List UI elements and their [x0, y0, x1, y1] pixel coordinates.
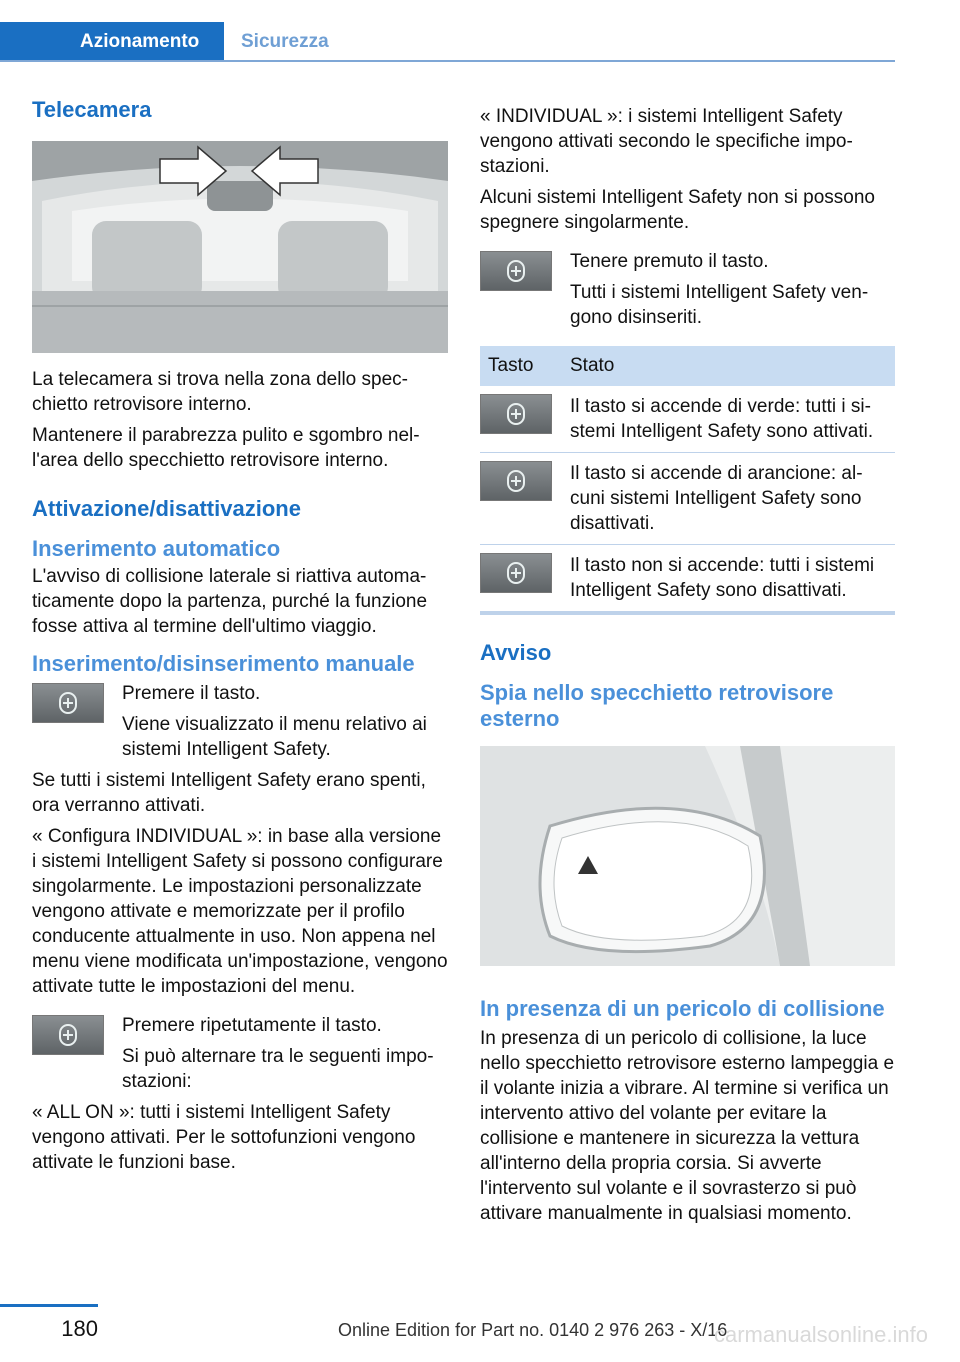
- heading-manuale: Inserimento/disinserimento manuale: [32, 651, 415, 676]
- para-individual: « INDIVIDUAL »: i sistemi Intelligent Safety vengono attivati secondo le specifiche impostazioni.: [480, 106, 853, 177]
- header-rule: [0, 60, 895, 62]
- heading-inserimento-automatico: Inserimento automatico: [32, 536, 281, 561]
- heading-avviso: Avviso: [480, 640, 552, 665]
- heading-pericolo: In presenza di un pericolo di collisione: [480, 996, 885, 1021]
- para-all-on: « ALL ON »: tutti i sistemi Intelligent Safety vengono attivati. Per le sottofunzioni vengono attivate le funzioni base.: [32, 1102, 416, 1173]
- side-mirror-illustration: [480, 746, 895, 966]
- table-row: [480, 545, 895, 614]
- heading-spia: Spia nello specchietto retrovisore esterno: [480, 680, 834, 731]
- table-cell-stato: Il tasto si accende di verde: tutti i sistemi Intelligent Safety sono attivati.: [562, 386, 895, 453]
- page-number: 180: [61, 1316, 98, 1341]
- camera-photo: [32, 141, 448, 353]
- key-instruction-3: [480, 249, 895, 330]
- tab-sicurezza[interactable]: Sicurezza: [241, 31, 329, 52]
- right-column: [480, 104, 895, 1232]
- safety-icon: [59, 1024, 77, 1046]
- key2-line1: Premere ripetutamente il tasto.: [122, 1015, 382, 1036]
- para-camera-clean: Mantenere il parabrezza pulito e sgombro nell'area dello specchietto retrovisore interno.: [32, 425, 420, 471]
- page-header: [0, 0, 960, 62]
- safety-icon: [59, 692, 77, 714]
- edition-text: Online Edition for Part no. 0140 2 976 263 - X/16: [338, 1320, 728, 1340]
- page-footer: [0, 1304, 960, 1362]
- safety-icon: [507, 562, 525, 584]
- heading-telecamera: Telecamera: [32, 97, 152, 122]
- para-spenti: Se tutti i sistemi Intelligent Safety erano spenti, ora verranno attivati.: [32, 770, 426, 816]
- para-pericolo: In presenza di un pericolo di collisione, la luce nello specchietto retrovisore esterno lampeggia e il volante inizia a vibrare. Al termine si verifica un intervento attivo del volante per evitare la collisione e mantenere in sicurezza la vettura all'interno della propria corsia. Si avverte l'intervento sul volante e il sovrasterzo si può attivare manualmente in qualsiasi momento.: [480, 1028, 895, 1224]
- key2-line2: Si può alternare tra le seguenti impostazioni:: [122, 1046, 434, 1092]
- safety-icon: [507, 470, 525, 492]
- intelligent-safety-button[interactable]: [480, 553, 552, 593]
- intelligent-safety-button[interactable]: [480, 394, 552, 434]
- key-instruction-1: [32, 681, 448, 762]
- key3-line2: Tutti i sistemi Intelligent Safety vengono disinseriti.: [570, 282, 869, 328]
- page-number-rule: [0, 1304, 98, 1307]
- watermark: carmanualsonline.info: [713, 1322, 928, 1347]
- table-row: [480, 453, 895, 545]
- left-column: [32, 96, 448, 1181]
- table-cell-stato: Il tasto non si accende: tutti i sistemi Intelligent Safety sono disattivati.: [562, 545, 895, 614]
- intelligent-safety-button[interactable]: [32, 683, 104, 723]
- para-camera-location: La telecamera si trova nella zona dello specchietto retrovisore interno.: [32, 369, 408, 415]
- tab-azionamento[interactable]: Azionamento: [0, 22, 224, 62]
- heading-attivazione: Attivazione/disattivazione: [32, 496, 301, 521]
- safety-icon: [507, 260, 525, 282]
- key3-line1: Tenere premuto il tasto.: [570, 251, 769, 272]
- state-table: [480, 346, 895, 615]
- key1-line2: Viene visualizzato il menu relativo ai sistemi Intelligent Safety.: [122, 714, 427, 760]
- key-instruction-2: [32, 1013, 448, 1094]
- car-interior-illustration: [32, 141, 448, 353]
- table-row: [480, 386, 895, 453]
- mirror-photo: [480, 746, 895, 966]
- para-auto: L'avviso di collisione laterale si riattiva automaticamente dopo la partenza, purché la funzione fosse attiva al termine dell'ultimo viaggio.: [32, 566, 428, 637]
- para-configura: « Configura INDIVIDUAL »: in base alla versione i sistemi Intelligent Safety si possono configurare singolarmente. Le impostazioni personalizzate vengono attivate e memorizzate per il profilo conducente attualmente in uso. Non appena nel menu viene modificata un'impostazione, vengono attivate tutte le impostazioni del menu.: [32, 826, 448, 997]
- table-header-tasto: Tasto: [480, 346, 562, 386]
- safety-icon: [507, 403, 525, 425]
- intelligent-safety-button[interactable]: [480, 251, 552, 291]
- intelligent-safety-button[interactable]: [32, 1015, 104, 1055]
- para-alcuni: Alcuni sistemi Intelligent Safety non si possono spegnere singolarmente.: [480, 187, 875, 233]
- table-header-stato: Stato: [562, 346, 895, 386]
- table-cell-stato: Il tasto si accende di arancione: alcuni sistemi Intelligent Safety sono disattivati.: [562, 453, 895, 545]
- table-header-row: [480, 346, 895, 386]
- key1-line1: Premere il tasto.: [122, 683, 261, 704]
- intelligent-safety-button[interactable]: [480, 461, 552, 501]
